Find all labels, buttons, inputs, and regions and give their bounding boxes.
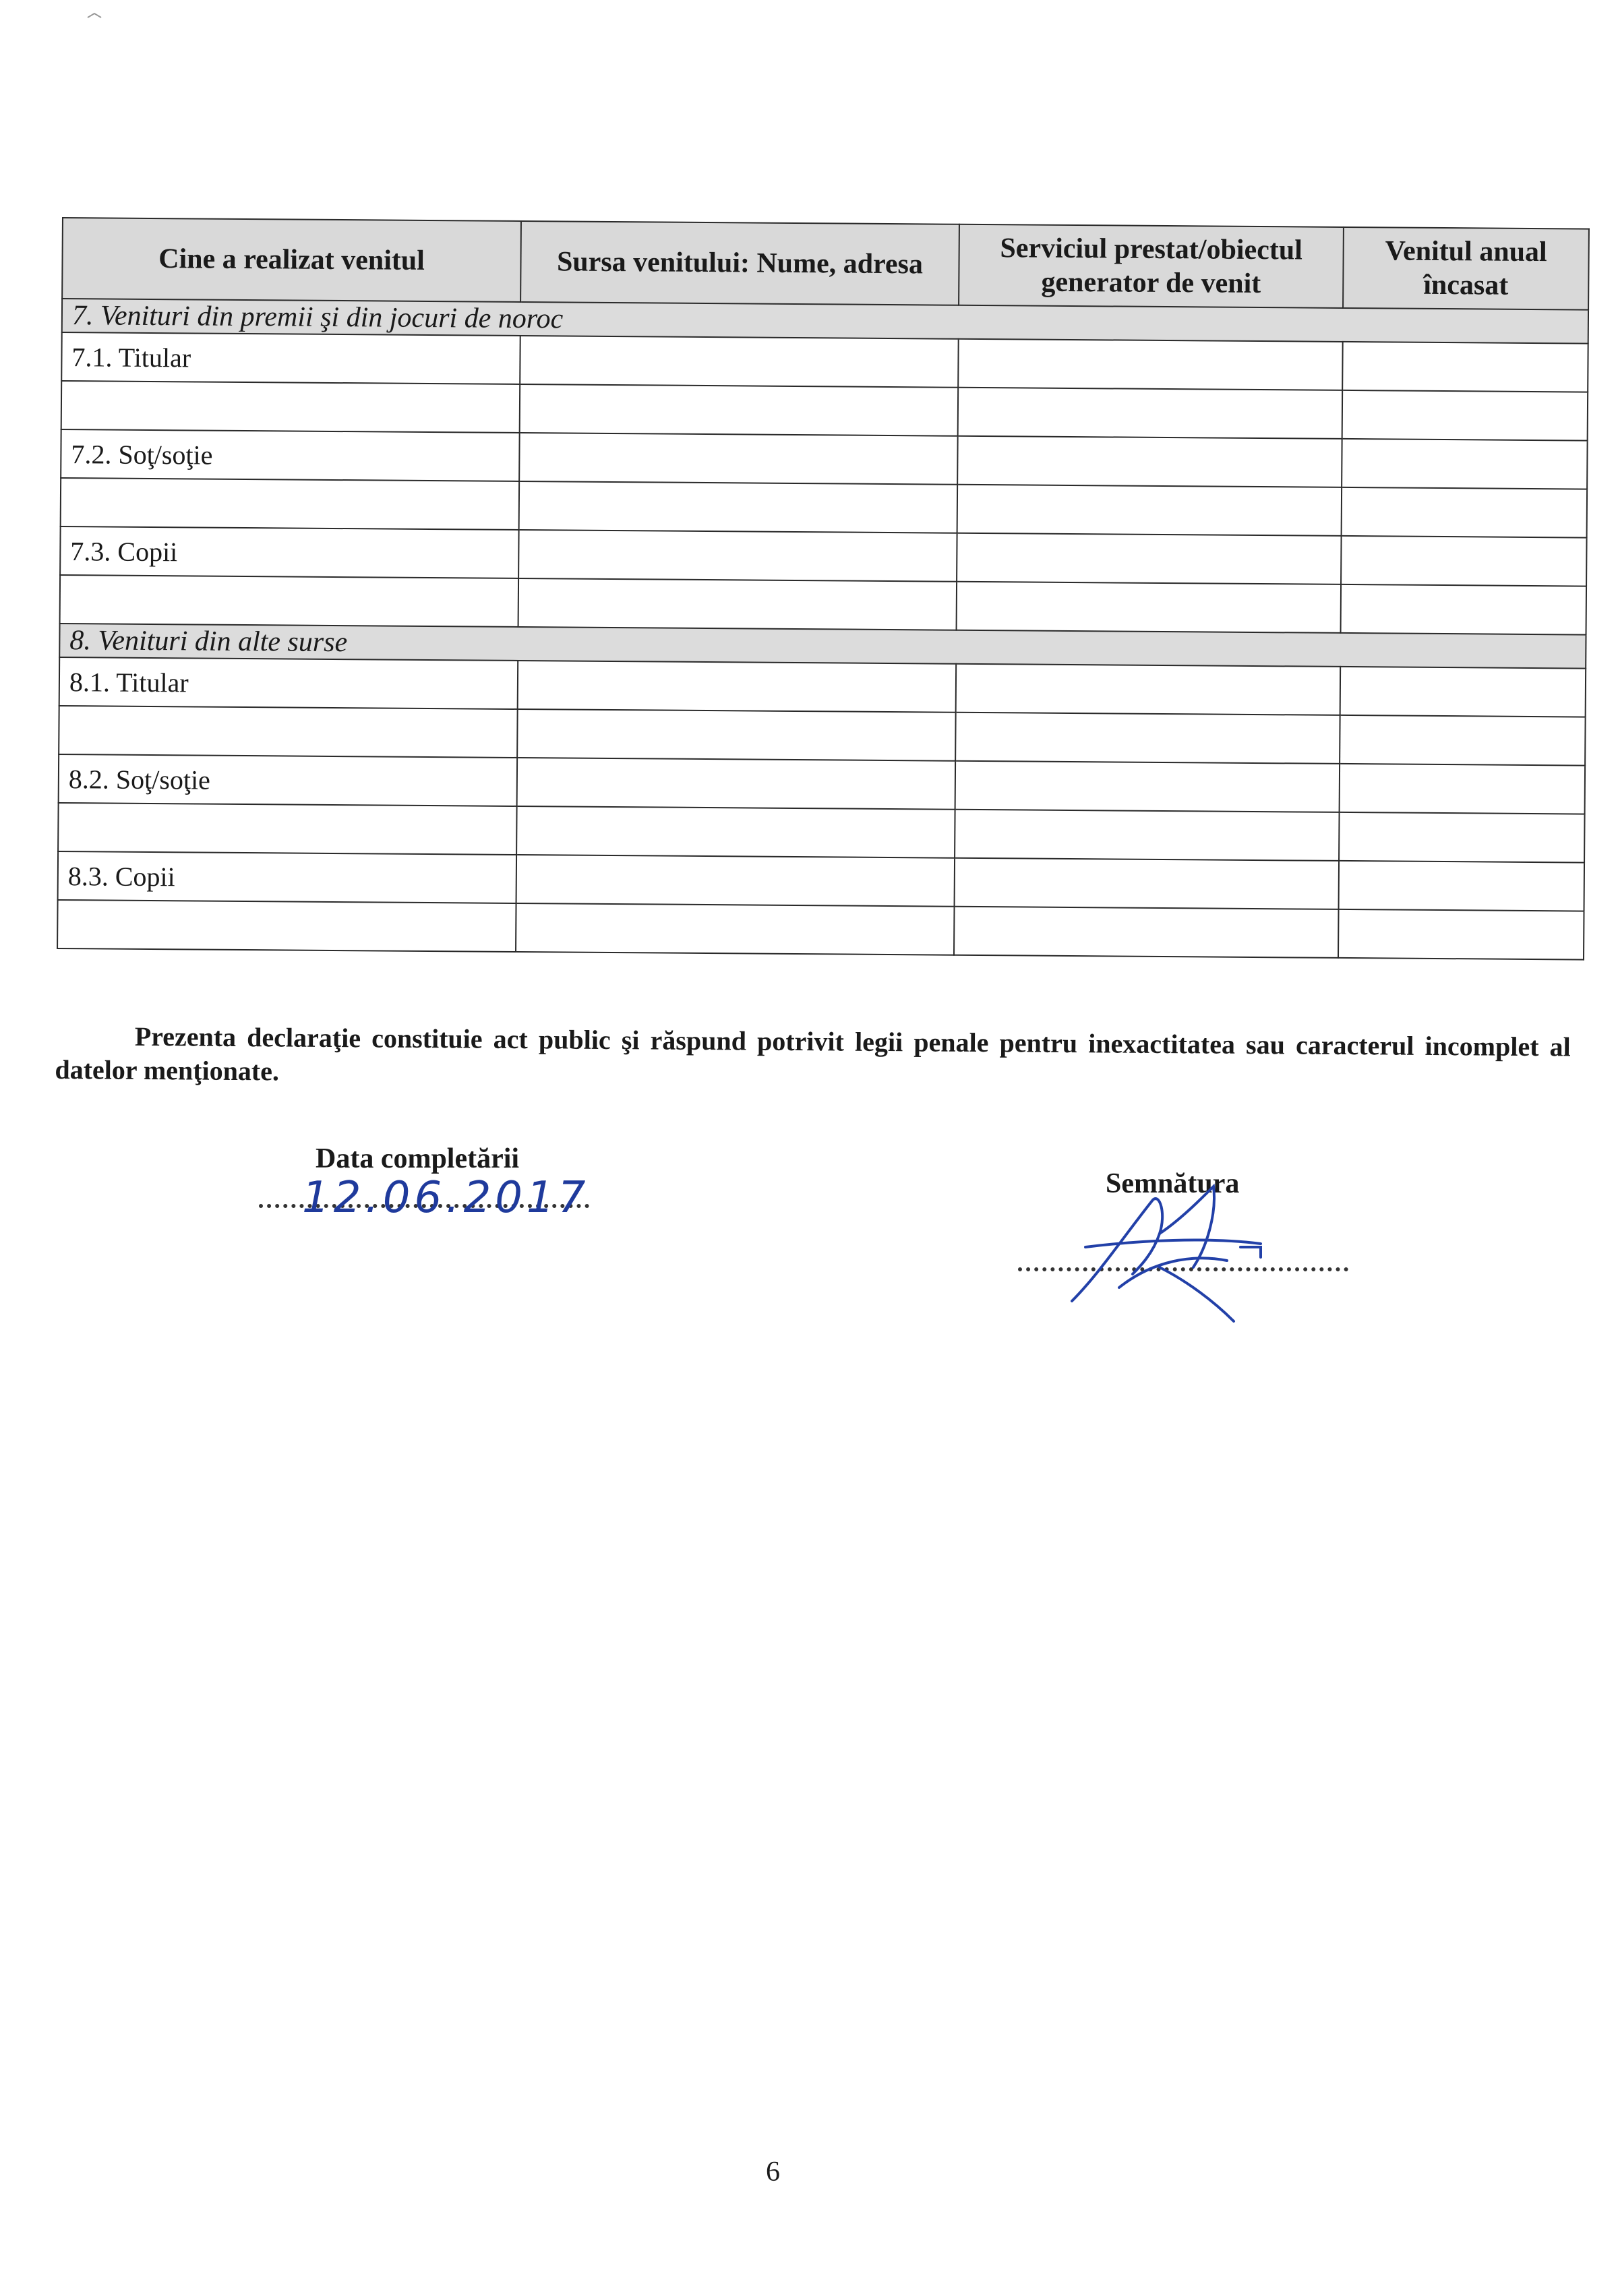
header-sursa: Sursa venitului: Nume, adresa: [520, 221, 959, 305]
cell-empty: [1339, 812, 1585, 863]
cell-empty: [957, 485, 1342, 536]
cell-empty: [518, 578, 957, 630]
row-label: 8.2. Soţ/soţie: [59, 754, 518, 806]
cell-empty: [958, 388, 1343, 439]
handwritten-signature: [1058, 1173, 1288, 1328]
table-row: [57, 900, 1584, 960]
cell-empty: [517, 709, 956, 761]
scan-artifact-mark: [86, 12, 102, 19]
row-label: 7.1. Titular: [61, 332, 520, 384]
cell-empty: [1342, 439, 1588, 489]
row-label: 7.3. Copii: [60, 526, 519, 578]
cell-empty: [955, 810, 1340, 861]
cell-empty: [1342, 342, 1588, 392]
cell-empty: [520, 384, 959, 436]
table-header-row: [62, 218, 1589, 310]
income-table-wrapper: [57, 217, 1588, 961]
cell-empty: [516, 855, 955, 907]
cell-empty: [1340, 715, 1586, 766]
cell-empty: [957, 436, 1342, 487]
cell-empty: [955, 858, 1340, 909]
date-handwritten-value: 12.06.2017: [302, 1173, 590, 1223]
row-label: [57, 900, 516, 952]
row-label: [60, 575, 519, 627]
row-label: 7.2. Soţ/soţie: [61, 429, 520, 481]
row-label: 8.1. Titular: [59, 657, 518, 709]
cell-empty: [518, 661, 957, 713]
cell-empty: [1338, 909, 1584, 960]
cell-empty: [955, 761, 1340, 812]
section-title-7: 7. Venituri din premii şi din jocuri de noroc: [62, 299, 1588, 344]
cell-empty: [956, 664, 1341, 715]
cell-empty: [958, 339, 1343, 390]
cell-empty: [957, 533, 1342, 584]
page-number: 6: [766, 2156, 780, 2187]
signature-label: Semnătura: [1106, 1168, 1240, 1199]
cell-empty: [519, 481, 958, 533]
cell-empty: [516, 806, 955, 858]
header-serviciul: Serviciul prestat/obiectul generator de venit: [959, 224, 1344, 308]
cell-empty: [517, 758, 956, 810]
income-table: [57, 217, 1590, 961]
cell-empty: [516, 903, 955, 955]
header-cine: Cine a realizat venitul: [62, 218, 521, 302]
cell-empty: [1342, 487, 1588, 538]
cell-empty: [1341, 584, 1587, 635]
cell-empty: [955, 713, 1340, 764]
legal-statement: Prezenta declaraţie constituie act public şi răspund potrivit legii penale pentru inexactitatea sau caracterul incomplet al datelor menţionate.: [55, 1021, 1571, 1087]
row-label: [61, 478, 520, 530]
row-label: 8.3. Copii: [58, 851, 517, 903]
cell-empty: [519, 433, 958, 485]
cell-empty: [954, 907, 1339, 958]
cell-empty: [1340, 667, 1586, 717]
cell-empty: [1339, 861, 1585, 911]
date-label: Data completării: [316, 1143, 520, 1174]
cell-empty: [518, 530, 957, 582]
cell-empty: [1341, 536, 1587, 586]
cell-empty: [1340, 764, 1586, 814]
header-venitul: Venitul anual încasat: [1343, 227, 1589, 310]
row-label: [58, 803, 517, 855]
section-title-8: 8. Venituri din alte surse: [59, 624, 1586, 669]
cell-empty: [957, 582, 1342, 633]
row-label: [59, 706, 518, 758]
cell-empty: [1342, 390, 1588, 441]
cell-empty: [520, 336, 959, 388]
row-label: [61, 381, 520, 433]
